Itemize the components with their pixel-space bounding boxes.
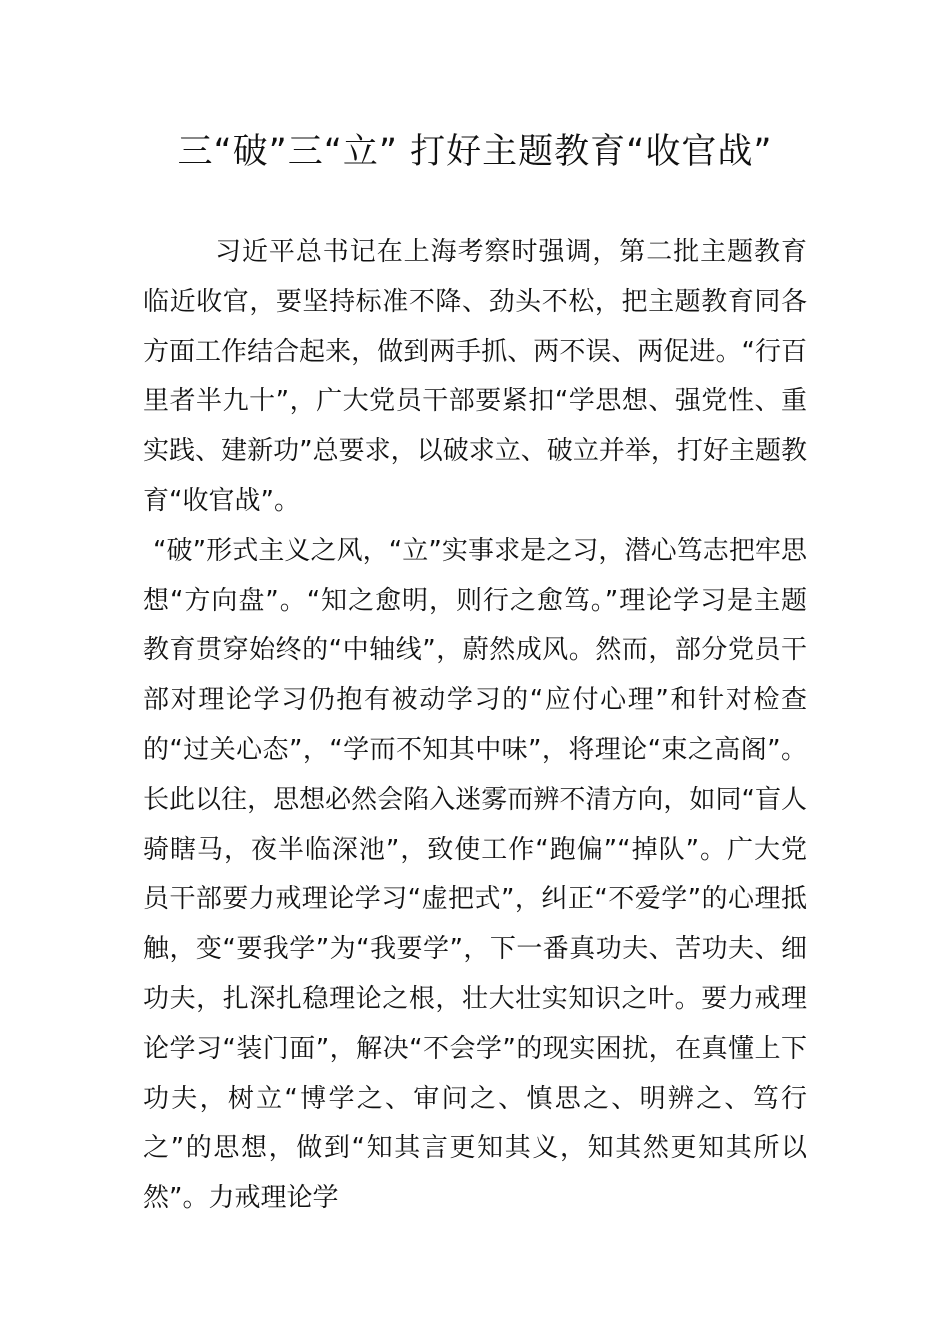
paragraph-theory-study: “破”形式主义之风，“立”实事求是之习，潜心笃志把牢思想“方向盘”。“知之愈明，则行之愈笃。”理论学习是主题教育贯穿始终的“中轴线”，蔚然成风。然而，部分党员干部对理论学习仍抱有被动学习的“应付心理”和针对检查的“过关心态”，“学而不知其中味”，将理论“束之高阁”。长此以往，思想必然会陷入迷雾而辨不清方向，如同“盲人骑瞎马，夜半临深池”，致使工作“跑偏”“掉队”。广大党员干部要力戒理论学习“虚把式”，纠正“不爱学”的心理抵触，变“要我学”为“我要学”，下一番真功夫、苦功夫、细功夫，扎深扎稳理论之根，壮大壮实知识之叶。要力戒理论学习“装门面”，解决“不会学”的现实困扰，在真懂上下功夫，树立“博学之、审问之、慎思之、明辨之、笃行之”的思想，做到“知其言更知其义，知其然更知其所以然”。力戒理论学 [143,535,807,1214]
document-body [143,228,807,1224]
document-title: 三“破”三“立” 打好主题教育“收官战” [177,132,773,172]
paragraph-intro: 习近平总书记在上海考察时强调，第二批主题教育临近收官，要坚持标准不降、劲头不松，把主题教育同各方面工作结合起来，做到两手抓、两不误、两促进。“行百里者半九十”，广大党员干部要紧扣“学思想、强党性、重实践、建新功”总要求，以破求立、破立并举，打好主题教育“收官战”。 [143,237,807,516]
